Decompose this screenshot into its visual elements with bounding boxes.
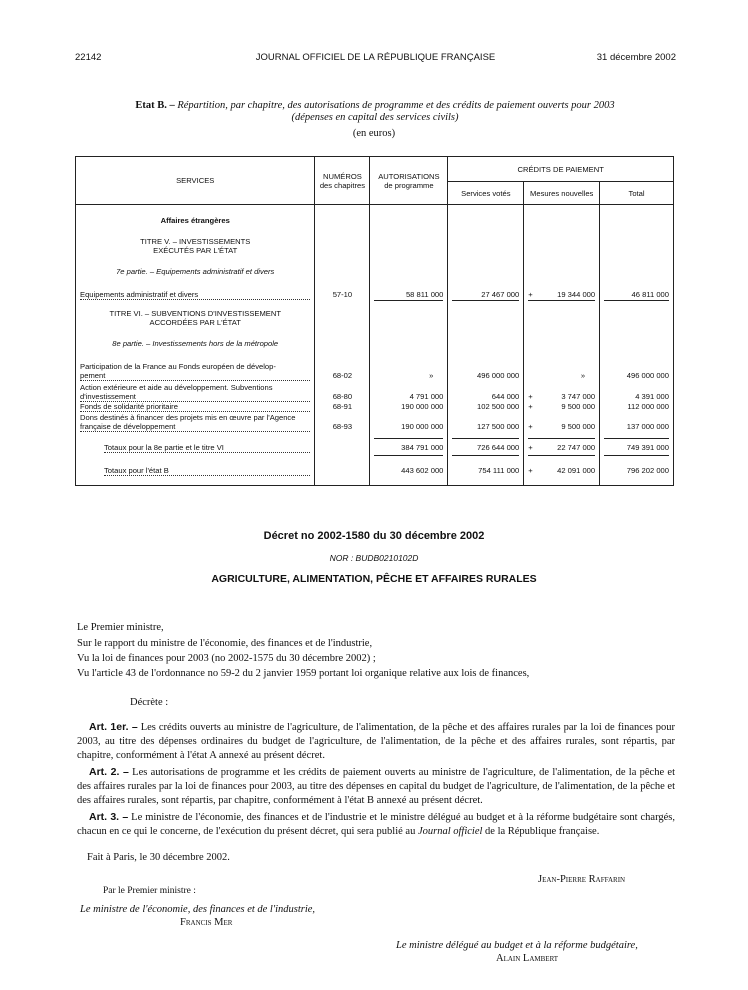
- total-row-4: 112 000 000: [627, 402, 669, 411]
- chapitre-row-1: 57-10: [332, 290, 353, 299]
- total-row-3: 4 391 000: [635, 392, 669, 401]
- service-row-5-line1: Dons destinés à financer des projets mis en œuvre par l'Agence: [80, 413, 296, 422]
- titre5-line2: EXÉCUTÉS PAR L'ÉTAT: [153, 246, 238, 255]
- service-row-5-line2: française de développement: [80, 422, 310, 432]
- article-1-label: Art. 1er. –: [89, 721, 138, 733]
- article-3-text-italic: Journal officiel: [417, 826, 483, 837]
- total-total-etat-b: 796 202 000: [626, 466, 669, 475]
- services-votes-row-5: 127 500 000: [477, 422, 520, 431]
- mesures-row-3: 3 747 000: [561, 392, 596, 401]
- minister-2-name: Alain Lambert: [496, 953, 559, 964]
- par-le-premier-ministre: Par le Premier ministre :: [103, 886, 196, 896]
- col-header-numeros: NUMÉROS des chapitres: [315, 157, 370, 205]
- minister-1-title: Le ministre de l'économie, des finances et de l'industrie,: [80, 904, 316, 915]
- autorisations-row-4: 190 000 000: [401, 402, 444, 411]
- journal-title: JOURNAL OFFICIEL DE LA RÉPUBLIQUE FRANÇAISE: [255, 52, 496, 63]
- titre5-line1: TITRE V. – INVESTISSEMENTS: [140, 237, 251, 246]
- autorisations-row-1: 58 811 000: [405, 290, 444, 299]
- services-votes-column: [448, 205, 524, 486]
- service-row-4: Fonds de solidarité prioritaire: [80, 402, 310, 412]
- total-row-2: 496 000 000: [626, 371, 669, 380]
- decret-title: Décret no 2002-1580 du 30 décembre 2002: [263, 530, 485, 542]
- services-votes-total-partie8: 726 644 000: [477, 443, 520, 452]
- mesures-row-5: 9 500 000: [561, 422, 596, 431]
- service-row-3-line1: Action extérieure et aide au développement. Subventions: [80, 383, 273, 392]
- chapitre-row-4: 68-91: [332, 402, 353, 411]
- etat-b-title-line1: Répartition, par chapitre, des autorisations de programme et des crédits de paiement ouverts pour 2003: [177, 100, 615, 111]
- preamble-line-4: Vu l'article 43 de l'ordonnance no 59-2 du 2 janvier 1959 portant loi organique relative aux lois de finances,: [77, 668, 530, 679]
- titre6-line1: TITRE VI. – SUBVENTIONS D'INVESTISSEMENT: [109, 309, 281, 318]
- plus-row-3: +: [528, 392, 533, 401]
- decret-nor: NOR : BUDB0210102D: [329, 553, 419, 563]
- partie8-heading: 8e partie. – Investissements hors de la métropole: [112, 339, 279, 348]
- mesures-total-etat-b: 42 091 000: [557, 466, 596, 475]
- chapitre-column: [315, 205, 370, 486]
- titre6-line2: ACCORDÉES PAR L'ÉTAT: [149, 318, 241, 327]
- article-1: [77, 720, 675, 763]
- etat-b-label: Etat B. –: [135, 100, 175, 111]
- article-1-text: Les crédits ouverts au ministre de l'agriculture, de l'alimentation, de la pêche et des affaires rurales par la loi de finances pour 2003, au titre des dépenses ordinaires du budget de l'agriculture, de l'alimentation, de la pêche et des affaires rurales, sont répartis, par chapitre, conformément à l'état A annexé au présent décret.: [77, 722, 675, 761]
- autorisations-row-5: 190 000 000: [401, 422, 444, 431]
- mesures-row-1: 19 344 000: [557, 290, 596, 299]
- total-row-1: 46 811 000: [631, 290, 669, 299]
- col-header-total: Total: [600, 182, 674, 205]
- minister-1-name: Francis Mer: [180, 917, 233, 928]
- etat-b-title-line2: (dépenses en capital des services civils): [291, 112, 459, 123]
- services-column: [76, 205, 315, 486]
- chapitre-row-5: 68-93: [332, 422, 353, 431]
- autorisations-row-3: 4 791 000: [409, 392, 444, 401]
- mesures-row-4: 9 500 000: [561, 402, 596, 411]
- mesures-total-partie8: 22 747 000: [557, 443, 596, 452]
- services-votes-row-2: 496 000 000: [477, 371, 520, 380]
- autorisations-column: [370, 205, 448, 486]
- autorisations-total-partie8: 384 791 000: [401, 443, 444, 452]
- decret-subtitle: AGRICULTURE, ALIMENTATION, PÊCHE ET AFFAIRES RURALES: [211, 573, 537, 585]
- totals-etat-b-label: Totaux pour l'état B: [104, 466, 310, 476]
- service-row-2-line1: Participation de la France au Fonds européen de dévelop-: [80, 362, 276, 371]
- plus-total-etat-b: +: [528, 466, 533, 475]
- service-row-1: Equipements administratif et divers: [80, 290, 310, 300]
- issue-date: 31 décembre 2002: [596, 52, 676, 63]
- partie7-heading: 7e partie. – Equipements administratif et divers: [116, 267, 275, 276]
- total-column: [600, 205, 674, 486]
- plus-row-5: +: [528, 422, 533, 431]
- decrete-label: Décrète :: [130, 697, 169, 708]
- mesures-nouvelles-column: [524, 205, 600, 486]
- article-2-text: Les autorisations de programme et les crédits de paiement ouverts au ministre de l'agriculture, de l'alimentation, de la pêche et des affaires rurales par la loi de finances pour 2003, au titre des dépenses en capital du budget de l'agriculture, de l'alimentation, de la pêche et des affaires rurales, sont répartis, par chapitre, conformément à l'état B annexé au présent décret.: [77, 767, 676, 806]
- article-3: [77, 810, 675, 839]
- preamble-line-1: Le Premier ministre,: [77, 622, 164, 633]
- total-row-5: 137 000 000: [626, 422, 669, 431]
- preamble-line-2: Sur le rapport du ministre de l'économie, des finances et de l'industrie,: [77, 638, 373, 649]
- fait-a-paris: Fait à Paris, le 30 décembre 2002.: [87, 852, 230, 863]
- article-3-label: Art. 3. –: [89, 811, 129, 823]
- col-header-autorisations: AUTORISATIONS de programme: [370, 157, 448, 205]
- unit-label: (en euros): [352, 128, 396, 139]
- totals-partie8-label: Totaux pour la 8e partie et le titre VI: [104, 443, 310, 453]
- services-votes-total-etat-b: 754 111 000: [478, 466, 520, 475]
- col-header-credits: CRÉDITS DE PAIEMENT: [448, 157, 674, 182]
- services-votes-row-1: 27 467 000: [481, 290, 520, 299]
- etat-b-title: [80, 100, 670, 124]
- article-3-text-before: Le ministre de l'économie, des finances et de l'industrie et le ministre délégué au budget et à la réforme budgétaire sont chargés, chacun en ce qui le concerne, de l'exécution du présent décret, qui sera publié au: [77, 812, 676, 837]
- plus-row-4: +: [528, 402, 533, 411]
- service-row-3-line2: d'investissement: [80, 392, 310, 402]
- article-3-text-after: de la République française.: [485, 826, 600, 837]
- preamble-line-3: Vu la loi de finances pour 2003 (no 2002-1575 du 30 décembre 2002) ;: [77, 653, 376, 664]
- total-total-partie8: 749 391 000: [626, 443, 669, 452]
- services-votes-row-3: 644 000: [491, 392, 520, 401]
- autorisations-total-etat-b: 443 602 000: [401, 466, 444, 475]
- article-2: [77, 765, 675, 808]
- services-votes-row-4: 102 500 000: [477, 402, 520, 411]
- minister-2-title: Le ministre délégué au budget et à la réforme budgétaire,: [396, 940, 638, 951]
- autorisations-row-2: »: [429, 371, 434, 380]
- col-header-services: SERVICES: [76, 157, 315, 205]
- chapitre-row-3: 68-80: [332, 392, 353, 401]
- budget-table: [75, 156, 674, 486]
- article-2-label: Art. 2. –: [89, 766, 129, 778]
- plus-total-partie8: +: [528, 443, 533, 452]
- plus-row-1: +: [528, 290, 533, 299]
- ministry-heading: Affaires étrangères: [160, 216, 230, 225]
- page-number: 22142: [75, 52, 102, 63]
- chapitre-row-2: 68-02: [332, 371, 353, 380]
- mesures-row-2: »: [580, 371, 586, 380]
- signatory-prime-minister: Jean-Pierre Raffarin: [538, 874, 626, 885]
- col-header-mesures-nouvelles: Mesures nouvelles: [524, 182, 600, 205]
- service-row-2-line2: pement: [80, 371, 310, 381]
- col-header-services-votes: Services votés: [448, 182, 524, 205]
